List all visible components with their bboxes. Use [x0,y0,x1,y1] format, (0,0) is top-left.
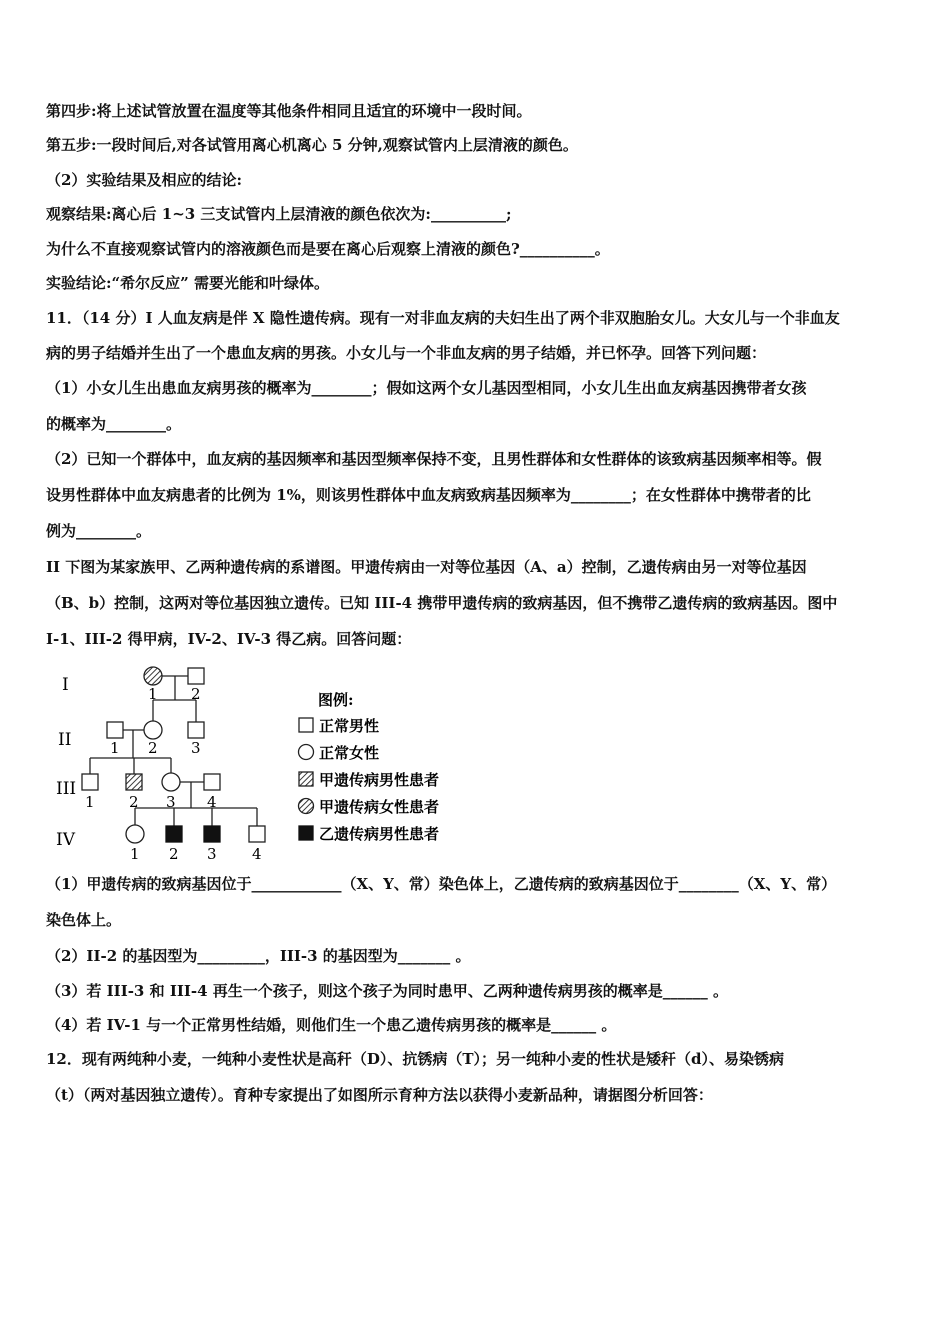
legend-normal-female-label: 正常女性 [319,744,380,762]
legend-a-male-label: 甲遗传病男性患者 [319,771,440,789]
III-1-normal-male [82,774,98,790]
legend-normal-male-label: 正常男性 [319,717,380,735]
II-1-normal-male [107,722,123,738]
II-3-normal-male [188,722,204,738]
q11-sub1-line-2: 的概率为________。 [46,415,182,433]
II-2-normal-female [144,721,162,739]
legend-a-male-symbol [299,772,313,786]
II-3-number: 3 [191,739,201,757]
q11-line-2: 病的男子结婚并生出了一个患血友病的男孩。小女儿与一个非血友病的男子结婚，并已怀孕。回答下列问题： [46,344,767,362]
IV-4-normal-male [249,826,265,842]
I-2-number: 2 [191,685,201,703]
II-1-number: 1 [110,739,120,757]
q11-sub2-line-2: 设男性群体中血友病患者的比例为 1%，则该男性群体中血友病致病基因频率为________；在女性群体中携带者的比 [46,486,811,504]
q11-II-line-2: （B、b）控制，这两对等位基因独立遗传。已知 III-4 携带甲遗传病的致病基因，但不携带乙遗传病的致病基因。图中 [46,594,838,612]
gen-label-II: II [58,730,72,750]
q12-line-2: （t）（两对基因独立遗传）。育种专家提出了如图所示育种方法以获得小麦新品种，请据图分析回答： [46,1086,713,1104]
q11-sub1-line-1: （1）小女儿生出患血友病男孩的概率为________；假如这两个女儿基因型相同，小女儿生出血友病基因携带者女孩 [46,379,807,397]
conclusion-line: 实验结论:“希尔反应” 需要光能和叶绿体。 [46,274,330,292]
q11-sub2-line-1: （2）已知一个群体中，血友病的基因频率和基因型频率保持不变，且男性群体和女性群体的该致病基因频率相等。假 [46,450,822,468]
q11-II-line-1: II 下图为某家族甲、乙两种遗传病的系谱图。甲遗传病由一对等位基因（A、a）控制，乙遗传病由另一对等位基因 [46,558,807,576]
step5-line: 第五步:一段时间后,对各试管用离心机离心 5 分钟,观察试管内上层清液的颜色。 [46,136,578,154]
q12-line-1: 12．现有两纯种小麦，一纯种小麦性状是高秆（D）、抗锈病（T）；另一纯种小麦的性状是矮秆（d）、易染锈病 [46,1050,785,1068]
step4-line: 第四步:将上述试管放置在温度等其他条件相同且适宜的环境中一段时间。 [46,102,532,120]
IV-2-number: 2 [169,845,179,863]
IV-1-number: 1 [130,845,140,863]
why-line: 为什么不直接观察试管内的溶液颜色而是要在离心后观察上清液的颜色?__________。 [46,240,610,258]
sub3-line: （3）若 III-3 和 III-4 再生一个孩子，则这个孩子为同时患甲、乙两种遗传病男孩的概率是______ 。 [46,982,728,1000]
legend-b-male-label: 乙遗传病男性患者 [319,825,440,843]
III-2-affected-male-a [126,774,142,790]
gen-label-I: I [62,675,69,695]
sub1-line-2: 染色体上。 [46,911,122,929]
IV-1-normal-female [126,825,144,843]
III-4-number: 4 [207,793,217,811]
legend-title: 图例: [318,691,354,709]
III-4-normal-male [204,774,220,790]
pedigree-legend [299,691,440,843]
IV-3-affected-male-b [204,826,220,842]
result-heading: （2）实验结果及相应的结论: [46,171,242,189]
legend-b-male-symbol [299,826,313,840]
sub2-line: （2）II-2 的基因型为_________，III-3 的基因型为_______ 。 [46,947,471,965]
III-3-normal-female [162,773,180,791]
I-1-affected-female-a [144,667,162,685]
pedigree-chart [46,660,486,870]
I-2-normal-male [188,668,204,684]
legend-normal-male-symbol [299,718,313,732]
q11-sub2-line-3: 例为________。 [46,522,152,540]
sub4-line: （4）若 IV-1 与一个正常男性结婚，则他们生一个患乙遗传病男孩的概率是______ 。 [46,1016,617,1034]
III-1-number: 1 [85,793,95,811]
legend-a-female-symbol [299,799,314,814]
IV-3-number: 3 [207,845,217,863]
IV-2-affected-male-b [166,826,182,842]
III-3-number: 3 [166,793,176,811]
legend-a-female-label: 甲遗传病女性患者 [319,798,440,816]
sub1-line-1: （1）甲遗传病的致病基因位于____________（X、Y、常）染色体上，乙遗传病的致病基因位于________（X、Y、常） [46,875,837,893]
IV-4-number: 4 [252,845,262,863]
legend-normal-female-symbol [299,745,314,760]
q11-II-line-3: I-1、III-2 得甲病，IV-2、IV-3 得乙病。回答问题： [46,630,412,648]
I-1-number: 1 [148,685,158,703]
observe-line: 观察结果:离心后 1~3 三支试管内上层清液的颜色依次为:__________; [46,205,512,223]
III-2-number: 2 [129,793,139,811]
II-2-number: 2 [148,739,158,757]
gen-label-III: III [56,779,77,799]
gen-label-IV: IV [56,830,75,850]
q11-line-1: 11．（14 分）I 人血友病是伴 X 隐性遗传病。现有一对非血友病的夫妇生出了两个非双胞胎女儿。大女儿与一个非血友 [46,309,840,327]
